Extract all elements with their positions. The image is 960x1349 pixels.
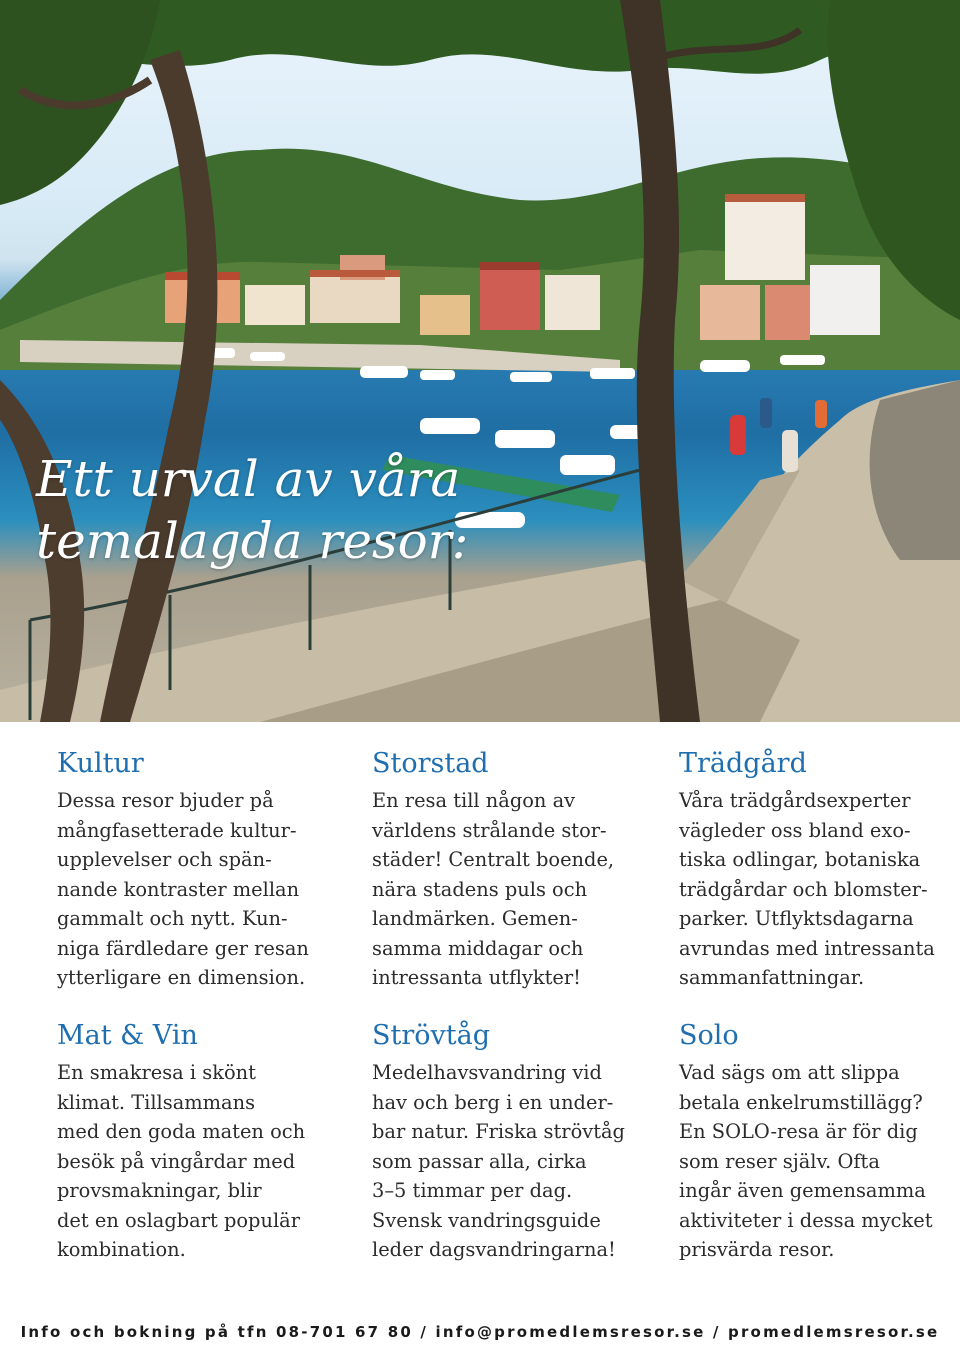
- text-line: Svensk vandringsguide: [372, 1208, 601, 1232]
- hero-title-line-2: temalagda resor:: [36, 512, 469, 570]
- text-line: besök på vingårdar med: [57, 1149, 296, 1173]
- text-line: landmärken. Gemen-: [372, 907, 578, 930]
- text-line: världens strålande stor-: [372, 818, 607, 842]
- text-line: ingår även gemensamma: [679, 1179, 926, 1202]
- text-line: intressanta utflykter!: [372, 966, 581, 989]
- section-mat-vin: [57, 1020, 337, 1265]
- text-line: tiska odlingar, botaniska: [679, 848, 921, 871]
- text-line: upplevelser och spän-: [57, 848, 272, 871]
- text-line: städer! Centralt boende,: [372, 848, 615, 871]
- text-line: Vad sägs om att slippa: [679, 1061, 900, 1084]
- text-line: Våra trädgårdsexperter: [679, 789, 911, 812]
- text-line: leder dagsvandringarna!: [372, 1238, 616, 1261]
- section-heading: Trädgård: [679, 748, 807, 779]
- text-line: vägleder oss bland exo-: [679, 818, 911, 842]
- hero-title-line-1: Ett urval av våra: [36, 450, 461, 508]
- text-line: avrundas med intressanta: [679, 936, 935, 960]
- footer-contact: Info och bokning på tfn 08-701 67 80 / info@promedlemsresor.se / promedlemsresor.se: [20, 1323, 940, 1341]
- text-line: med den goda maten och: [57, 1120, 306, 1143]
- text-line: mångfasetterade kultur-: [57, 818, 297, 842]
- section-heading: Mat & Vin: [57, 1020, 198, 1051]
- section-kultur: [57, 748, 337, 993]
- section-storstad: [372, 748, 652, 993]
- hero-title: [36, 448, 556, 572]
- section-heading: Solo: [679, 1020, 739, 1051]
- section-strovtag: [372, 1020, 652, 1265]
- text-line: betala enkelrumstillägg?: [679, 1090, 923, 1114]
- text-line: 3–5 timmar per dag.: [372, 1179, 573, 1202]
- text-line: kombination.: [57, 1238, 186, 1261]
- text-line: provsmakningar, blir: [57, 1179, 262, 1202]
- text-line: hav och berg i en under-: [372, 1090, 614, 1114]
- text-line: En SOLO-resa är för dig: [679, 1120, 918, 1143]
- section-heading: Storstad: [372, 748, 489, 779]
- text-line: samma middagar och: [372, 936, 584, 960]
- section-tradgard: [679, 748, 959, 993]
- text-line: bar natur. Friska strövtåg: [372, 1120, 625, 1143]
- section-heading: Kultur: [57, 748, 144, 779]
- text-line: prisvärda resor.: [679, 1238, 835, 1261]
- text-line: som reser själv. Ofta: [679, 1149, 880, 1173]
- text-line: Dessa resor bjuder på: [57, 789, 274, 812]
- text-line: sammanfattningar.: [679, 966, 865, 989]
- text-line: En smakresa i skönt: [57, 1061, 256, 1084]
- section-solo: [679, 1020, 959, 1265]
- text-line: niga färdledare ger resan: [57, 936, 309, 960]
- text-line: gammalt och nytt. Kun-: [57, 907, 288, 930]
- text-line: trädgårdar och blomster-: [679, 877, 928, 901]
- text-line: Medelhavsvandring vid: [372, 1061, 602, 1084]
- text-line: parker. Utflyktsdagarna: [679, 907, 914, 930]
- text-line: klimat. Tillsammans: [57, 1090, 256, 1114]
- text-line: nande kontraster mellan: [57, 877, 300, 901]
- text-line: nära stadens puls och: [372, 877, 588, 901]
- section-heading: Strövtåg: [372, 1020, 490, 1051]
- text-line: ytterligare en dimension.: [57, 966, 306, 989]
- text-line: aktiviteter i dessa mycket: [679, 1208, 933, 1232]
- text-line: det en oslagbart populär: [57, 1208, 300, 1232]
- text-line: som passar alla, cirka: [372, 1149, 587, 1173]
- text-line: En resa till någon av: [372, 789, 576, 812]
